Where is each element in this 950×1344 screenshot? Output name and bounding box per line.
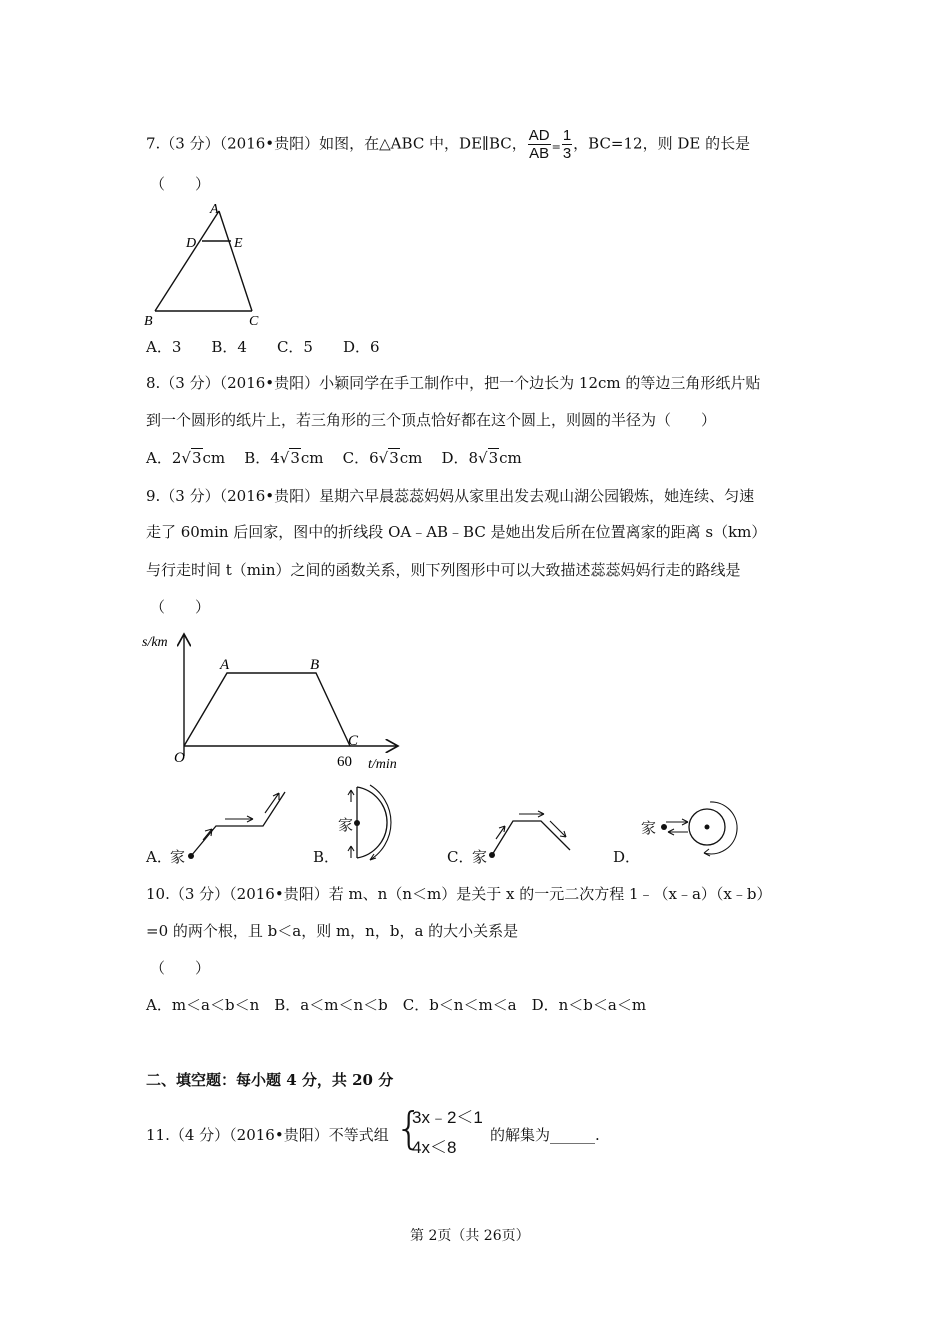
q10-line2: =0 的两个根，且 b＜a，则 m，n，b，a 的大小关系是 — [146, 922, 519, 940]
q9-line2: 走了 60min 后回家，图中的折线段 OA﹣AB﹣BC 是她出发后所在位置离家的距离 s（km） — [146, 523, 767, 541]
label-d: D — [186, 236, 197, 251]
q8-option-c: C．6√3cm — [342, 449, 423, 467]
q8-option-d: D．8√3cm — [441, 449, 522, 467]
q9-option-a-route — [185, 785, 295, 865]
q11-prefix: 11.（4 分）（2016•贵阳）不等式组 — [146, 1126, 389, 1144]
q10-options: A．m＜a＜b＜n B．a＜m＜n＜b C．b＜n＜m＜a D．n＜b＜a＜m — [146, 996, 647, 1014]
q8-option-a: A．2√3cm — [146, 449, 226, 467]
path-oabc — [184, 673, 350, 746]
route-arrow-2 — [225, 816, 253, 822]
q9-line3: 与行走时间 t（min）之间的函数关系，则下列图形中可以大致描述蕊蕊妈妈行走的路线是 — [146, 561, 741, 579]
label-a: A — [210, 202, 219, 217]
q9-distance-time-graph — [140, 628, 420, 778]
q7-answer-paren: （ ） — [150, 175, 211, 193]
point-c: C — [348, 733, 359, 749]
arrow-back — [668, 829, 688, 835]
label-c: C — [249, 314, 259, 329]
q9-line1: 9.（3 分）（2016•贵阳）星期六早晨蕊蕊妈妈从家里出发去观山湖公园锻炼，她连续、匀速 — [146, 487, 755, 505]
q9-option-b-route — [340, 782, 420, 864]
q9-option-a-label: A． — [146, 848, 172, 866]
q10-answer-paren: （ ） — [150, 959, 211, 977]
side-ab — [155, 211, 219, 311]
q9-option-c-home: 家 — [472, 848, 488, 866]
up-arrow-2 — [348, 846, 354, 858]
q9-option-c-route — [486, 805, 581, 865]
q9-option-d-home: 家 — [641, 819, 657, 837]
label-e: E — [234, 236, 243, 251]
q9-option-d-route — [660, 795, 745, 865]
route-line — [191, 792, 285, 856]
q7-options: A．3 B．4 C．5 D．6 — [146, 338, 380, 356]
q9-option-a-home: 家 — [170, 848, 186, 866]
q7-fraction-1-3: $\frac{1}{3}$ — [562, 127, 572, 162]
outer-arc-arrow — [370, 785, 391, 860]
q8-options — [146, 448, 522, 468]
q11-suffix: 的解集为______. — [490, 1126, 600, 1144]
route-arrow-3 — [550, 821, 566, 837]
center-dot — [705, 825, 710, 830]
q9-answer-paren: （ ） — [150, 598, 211, 616]
q10-line1: 10.（3 分）（2016•贵阳）若 m、n（n＜m）是关于 x 的一元二次方程 1﹣（x﹣a）（x﹣b） — [146, 885, 772, 903]
home-dot — [661, 824, 667, 830]
section-2-heading: 二、填空题：每小题 4 分，共 20 分 — [146, 1071, 394, 1089]
point-a: A — [220, 657, 230, 673]
semicircle-path — [357, 787, 387, 858]
up-arrow-1 — [348, 790, 354, 802]
outer-arc-arrowhead — [704, 849, 710, 856]
q9-option-b-home: 家 — [338, 816, 354, 834]
route-arrow-2 — [519, 811, 544, 817]
page-footer: 第 2页（共 26页） — [410, 1228, 530, 1244]
point-b: B — [310, 657, 320, 673]
q9-option-c-label: C． — [447, 848, 474, 866]
x-tick-60: 60 — [337, 754, 352, 770]
q8-line1: 8.（3 分）（2016•贵阳）小颖同学在手工制作中，把一个边长为 12cm 的等边三角形纸片贴 — [146, 374, 761, 392]
route-arrow-3 — [265, 793, 279, 813]
q8-option-b: B．4√3cm — [244, 449, 324, 467]
q9-option-d-label: D． — [613, 848, 641, 866]
point-o: O — [174, 750, 185, 766]
q11-ineq1: 3x﹣2＜1 — [412, 1108, 483, 1127]
q11-ineq2: 4x＜8 — [412, 1138, 457, 1157]
label-b: B — [144, 314, 153, 329]
q7-triangle-figure — [140, 198, 280, 330]
q8-line2: 到一个圆形的纸片上，若三角形的三个顶点恰好都在这个圆上，则圆的半径为（ ） — [146, 411, 717, 429]
x-axis-label: t/min — [368, 757, 397, 772]
q9-option-b-label: B． — [313, 848, 340, 866]
q11-system-brace: { — [395, 1103, 423, 1154]
arrow-out — [666, 819, 688, 825]
y-axis-label: s/km — [142, 635, 168, 650]
q7-fraction-ad-ab: $\frac{AD}{AB}$ — [528, 127, 550, 162]
route-arrow-1 — [203, 829, 212, 840]
home-dot — [354, 820, 360, 826]
side-ac — [219, 211, 252, 311]
q7-line1: 7.（3 分）（2016•贵阳）如图，在△ABC 中，DE∥BC， $\frac{AD}{AB}$ = $\frac{1}{3}$ ，BC=12，则 DE 的长是 — [146, 127, 751, 162]
